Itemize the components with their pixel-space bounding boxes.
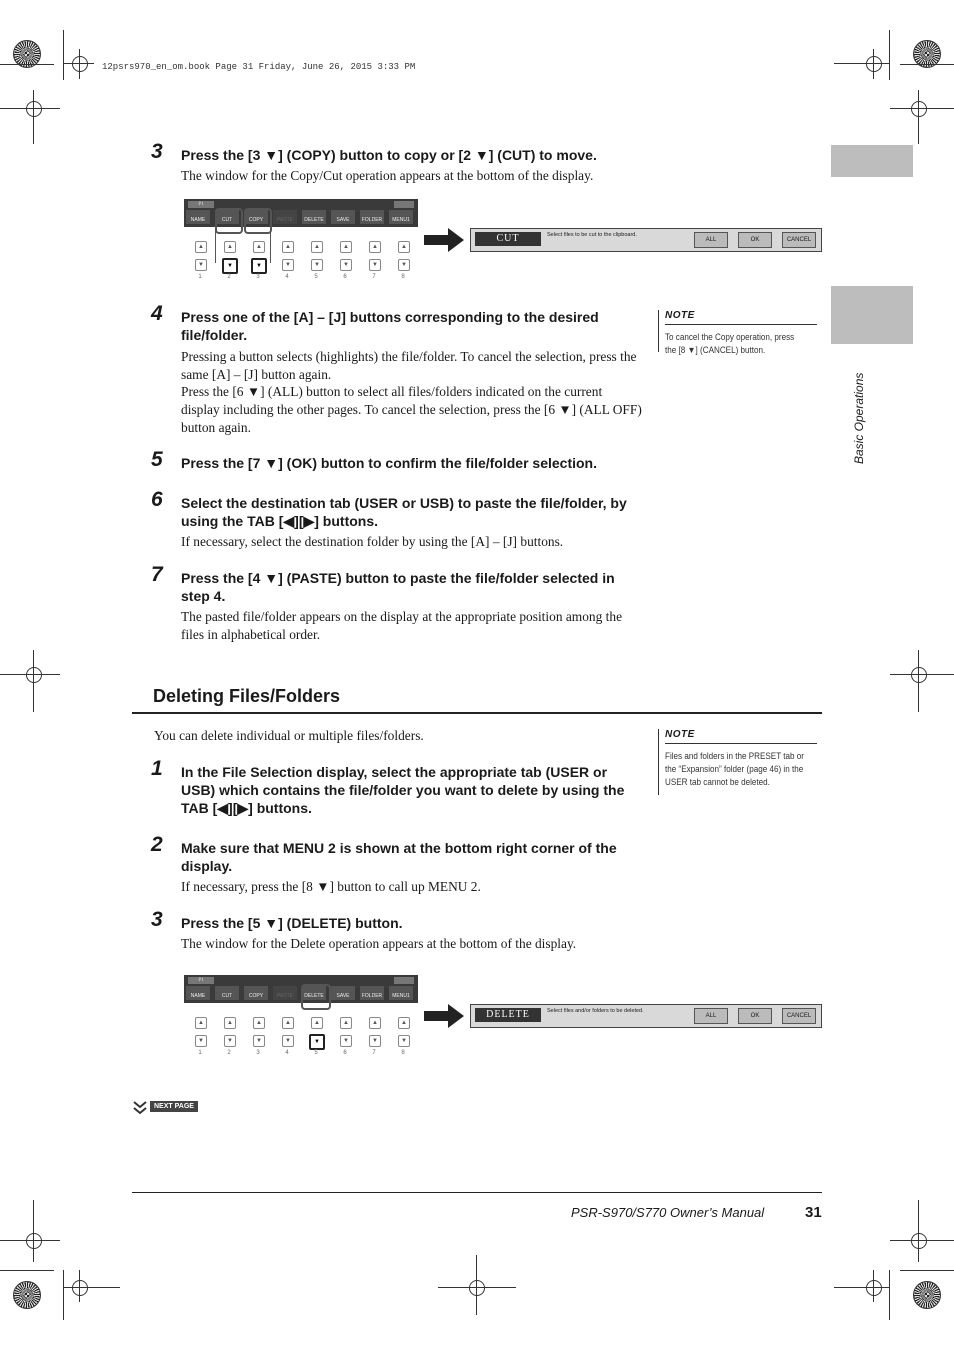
panel-up-button-7: ▲	[369, 1017, 381, 1029]
panel-down-button-1: ▼	[195, 1035, 207, 1047]
panel-button-number: 2	[227, 274, 231, 280]
step-heading-select: Press one of the [A] – [J] buttons corresponding to the desired file/folder.	[181, 309, 599, 343]
display-tab-right-2	[394, 977, 414, 984]
section-title: Deleting Files/Folders	[153, 686, 341, 706]
step-number-paste: 7	[151, 563, 163, 586]
all-button: ALL	[694, 232, 728, 248]
panel-down-button-2: ▼	[222, 258, 238, 274]
step-heading-del-3: Press the [5 ▼] (DELETE) button.	[181, 915, 403, 931]
display-tab-right	[394, 201, 414, 208]
section-intro: You can delete individual or multiple files/folders.	[154, 728, 424, 743]
panel-button-number: 5	[314, 274, 318, 280]
display-cell-cut-2: CUT	[215, 986, 239, 1000]
display-cell-save-2: SAVE	[331, 986, 355, 1000]
step-body-del-3: The window for the Delete operation appears at the bottom of the display.	[181, 936, 577, 951]
step-body-copy: The window for the Copy/Cut operation appears at the bottom of the display.	[181, 168, 594, 183]
panel-button-number: 8	[401, 1050, 405, 1056]
panel-down-button-6: ▼	[340, 259, 352, 271]
panel-up-button-4: ▲	[282, 241, 294, 253]
panel-up-button-3: ▲	[253, 241, 265, 253]
step-heading-del-2: Make sure that MENU 2 is shown at the bottom right corner of the display.	[181, 840, 617, 874]
panel-button-number: 7	[372, 1050, 376, 1056]
step-number-del-2: 2	[151, 833, 163, 856]
display-cell-folder: FOLDER	[360, 210, 384, 224]
connector-lines-1b	[270, 230, 271, 263]
display-cell-delete: DELETE	[302, 210, 326, 224]
panel-up-button-8: ▲	[398, 241, 410, 253]
connector-lines-1	[215, 230, 216, 263]
step-heading-destination: Select the destination tab (USER or USB) to paste the file/folder, by using the TAB [◀][▶] buttons.	[181, 495, 627, 529]
panel-down-button-8: ▼	[398, 259, 410, 271]
step-body-del-2: If necessary, press the [8 ▼] button to call up MENU 2.	[181, 879, 481, 894]
step-heading-del-1: In the File Selection display, select the appropriate tab (USER or USB) which contains the file/folder you want to delete by using the TAB [◀][▶] buttons.	[181, 764, 625, 816]
display-cell-delete-2: DELETE	[302, 986, 326, 1000]
step-heading-copy: Press the [3 ▼] (COPY) button to copy or [2 ▼] (CUT) to move.	[181, 147, 597, 163]
panel-down-button-5: ▼	[311, 259, 323, 271]
panel-button-number: 7	[372, 274, 376, 280]
display-cell-name-2: NAME	[186, 986, 210, 1000]
display-cell-paste-2: PASTE	[273, 986, 297, 1000]
step-body-destination: If necessary, select the destination folder by using the [A] – [J] buttons.	[181, 534, 564, 549]
step-body-paste: The pasted file/folder appears on the display at the appropriate position among the files in alphabetical order.	[181, 609, 623, 642]
cut-window-message: Select files to be cut to the clipboard.	[547, 232, 637, 238]
delete-window-panel	[470, 1004, 822, 1028]
panel-down-button-4: ▼	[282, 259, 294, 271]
panel-up-button-4: ▲	[282, 1017, 294, 1029]
display-cell-menu-2: MENU1	[389, 986, 413, 1000]
footer-manual-title: PSR-S970/S770 Owner’s Manual	[571, 1205, 765, 1220]
note-cancel-copy	[658, 310, 821, 355]
panel-down-button-8: ▼	[398, 1035, 410, 1047]
all-button-2: ALL	[694, 1008, 728, 1024]
display-cell-menu: MENU1	[389, 210, 413, 224]
note-label-2: NOTE	[665, 729, 695, 740]
display-cell-copy: COPY	[244, 210, 268, 224]
panel-up-button-1: ▲	[195, 241, 207, 253]
note-text: To cancel the Copy operation, press the [8 ▼] (CANCEL) button.	[665, 332, 795, 355]
highlight-cut	[215, 208, 243, 234]
note-label: NOTE	[665, 310, 695, 321]
arrow-right-icon-2	[424, 1004, 464, 1028]
section-rule	[132, 712, 822, 714]
panel-down-button-3: ▼	[253, 1035, 265, 1047]
cancel-button-2: CANCEL	[782, 1008, 816, 1024]
delete-window-message: Select files and/or folders to be deleted.	[547, 1008, 644, 1014]
ok-button: OK	[738, 232, 772, 248]
step-number-copy: 3	[151, 140, 163, 163]
display-cell-cut: CUT	[215, 210, 239, 224]
cut-window-label: CUT	[475, 232, 541, 246]
panel-button-number: 8	[401, 274, 405, 280]
panel-down-button-7: ▼	[369, 259, 381, 271]
step-number-del-3: 3	[151, 908, 163, 931]
step-number-select: 4	[151, 302, 163, 325]
panel-button-number: 4	[285, 1050, 289, 1056]
side-tab-upper	[831, 145, 913, 177]
print-line: 12psrs970_en_om.book Page 31 Friday, June 26, 2015 3:33 PM	[102, 62, 416, 72]
cancel-button: CANCEL	[782, 232, 816, 248]
step-number-del-1: 1	[151, 757, 163, 780]
step-heading-ok: Press the [7 ▼] (OK) button to confirm the file/folder selection.	[181, 455, 598, 471]
panel-up-button-5: ▲	[311, 1017, 323, 1029]
highlight-copy	[244, 208, 272, 234]
step-body-select-2: Press the [6 ▼] (ALL) button to select all files/folders indicated on the current display including the other pages. To cancel the selection, press the [6 ▼] (ALL OFF) button again.	[181, 384, 642, 435]
panel-up-button-2: ▲	[224, 241, 236, 253]
panel-button-number: 3	[256, 1050, 260, 1056]
ok-button-2: OK	[738, 1008, 772, 1024]
display-tab-2: P1	[188, 977, 214, 984]
page-number: 31	[805, 1204, 822, 1221]
panel-up-button-6: ▲	[340, 1017, 352, 1029]
display-cell-save: SAVE	[331, 210, 355, 224]
step-number-destination: 6	[151, 488, 163, 511]
display-cell-paste: PASTE	[273, 210, 297, 224]
panel-button-number: 3	[256, 274, 260, 280]
panel-up-button-6: ▲	[340, 241, 352, 253]
step-body-select-1: Pressing a button selects (highlights) the file/folder. To cancel the selection, press the same [A] – [J] button again.	[181, 349, 637, 382]
footer-rule	[132, 1192, 822, 1193]
panel-down-button-5: ▼	[309, 1034, 325, 1050]
step-number-ok: 5	[151, 448, 163, 471]
display-cell-folder-2: FOLDER	[360, 986, 384, 1000]
panel-up-button-7: ▲	[369, 241, 381, 253]
next-page-label: NEXT PAGE	[150, 1101, 198, 1112]
panel-down-button-3: ▼	[251, 258, 267, 274]
step-heading-paste: Press the [4 ▼] (PASTE) button to paste the file/folder selected in step 4.	[181, 570, 615, 604]
side-tab-label: Basic Operations	[852, 372, 866, 464]
panel-button-number: 1	[198, 1050, 202, 1056]
arrow-right-icon	[424, 228, 464, 252]
panel-down-button-4: ▼	[282, 1035, 294, 1047]
panel-down-button-1: ▼	[195, 259, 207, 271]
highlight-delete	[301, 984, 331, 1010]
cut-window-panel	[470, 228, 822, 252]
panel-button-number: 2	[227, 1050, 231, 1056]
panel-up-button-2: ▲	[224, 1017, 236, 1029]
panel-up-button-5: ▲	[311, 241, 323, 253]
next-page-chevron-icon	[133, 1100, 147, 1118]
panel-down-button-2: ▼	[224, 1035, 236, 1047]
side-tab-current	[831, 286, 913, 344]
panel-button-number: 6	[343, 274, 347, 280]
panel-button-number: 6	[343, 1050, 347, 1056]
delete-window-label: DELETE	[475, 1008, 541, 1022]
note-text-2: Files and folders in the PRESET tab or the “Expansion” folder (page 46) in the USER tab cannot be deleted.	[665, 751, 804, 787]
panel-button-number: 5	[314, 1050, 318, 1056]
panel-button-number: 4	[285, 274, 289, 280]
display-tab: P1	[188, 201, 214, 208]
panel-down-button-6: ▼	[340, 1035, 352, 1047]
panel-up-button-8: ▲	[398, 1017, 410, 1029]
panel-button-number: 1	[198, 274, 202, 280]
display-cell-name: NAME	[186, 210, 210, 224]
panel-down-button-7: ▼	[369, 1035, 381, 1047]
panel-up-button-1: ▲	[195, 1017, 207, 1029]
display-cell-copy-2: COPY	[244, 986, 268, 1000]
panel-up-button-3: ▲	[253, 1017, 265, 1029]
note-delete-restriction	[658, 729, 821, 795]
